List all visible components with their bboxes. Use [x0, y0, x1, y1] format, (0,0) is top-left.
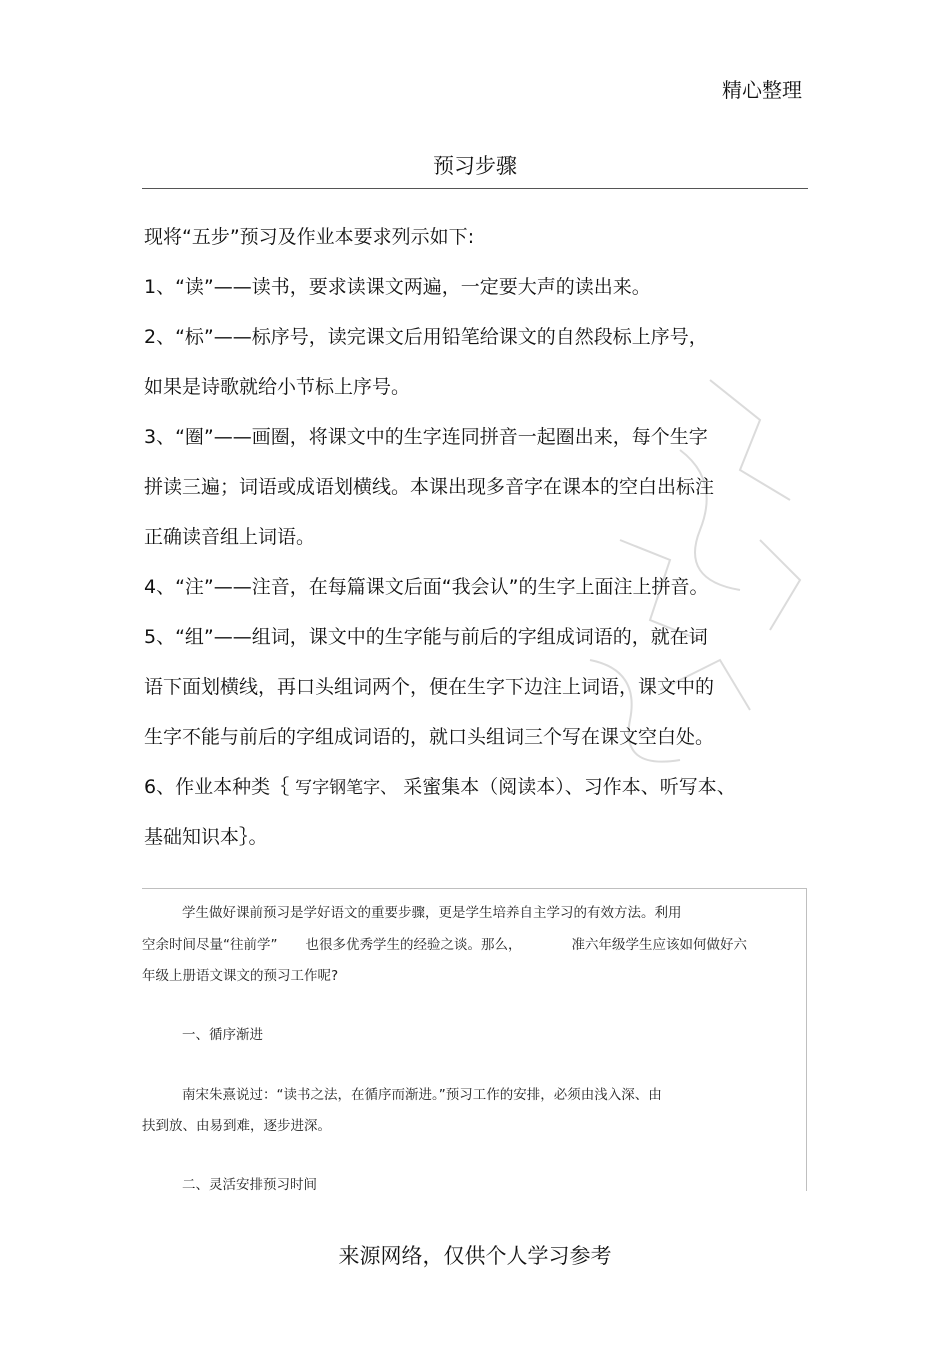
- excerpt-para1-part-a: 空余时间尽量“往前学”: [142, 937, 278, 953]
- article-excerpt: [142, 888, 807, 1191]
- title-divider: [142, 188, 808, 189]
- step-6-prefix: 6、作业本种类｛: [144, 776, 290, 798]
- intro-line: 现将“五步”预习及作业本要求列示如下:: [144, 226, 475, 248]
- step-3-line: 3、“圈”——画圈，将课文中的生字连同拼音一起圈出来，每个生字: [144, 426, 708, 448]
- excerpt-para1-line2: [142, 933, 747, 953]
- excerpt-para1-line1: 学生做好课前预习是学好语文的重要步骤，更是学生培养自主学习的有效方法。利用: [182, 905, 682, 921]
- excerpt-para1-line3: 年级上册语文课文的预习工作呢?: [142, 968, 339, 984]
- step-6-rest: 采蜜集本（阅读本）、习作本、听写本、: [403, 776, 736, 798]
- main-content: [144, 222, 814, 872]
- excerpt-para2-line2: 扶到放、由易到难，逐步进深。: [142, 1118, 331, 1134]
- step-5-line: 5、“组”——组词，课文中的生字能与前后的字组成词语的，就在词: [144, 626, 708, 648]
- page-title: 预习步骤: [433, 154, 517, 178]
- excerpt-para1-part-c: 准六年级学生应该如何做好六: [571, 937, 747, 953]
- step-6-line: [144, 772, 814, 822]
- step-6-items: 写字钢笔字、: [295, 778, 398, 798]
- excerpt-heading-2: 二、灵活安排预习时间: [182, 1177, 317, 1191]
- header-note: 精心整理: [722, 78, 802, 102]
- footer-note: 来源网络，仅供个人学习参考: [338, 1244, 612, 1268]
- step-1-line: 1、“读”——读书，要求读课文两遍，一定要大声的读出来。: [144, 276, 651, 298]
- excerpt-heading-1: 一、循序渐进: [182, 1027, 263, 1043]
- step-5-line-cont: 语下面划横线，再口头组词两个，便在生字下边注上词语，课文中的: [144, 676, 715, 698]
- step-2-line: 2、“标”——标序号，读完课文后用铅笔给课文的自然段标上序号，: [144, 326, 708, 348]
- step-3-line-cont-2: 正确读音组上词语。: [144, 526, 316, 548]
- step-2-line-cont: 如果是诗歌就给小节标上序号。: [144, 376, 411, 398]
- excerpt-para1-part-b: 也很多优秀学生的经验之谈。那么，: [305, 937, 522, 953]
- excerpt-para2-line1: 南宋朱熹说过：“读书之法，在循序而渐进。”预习工作的安排，必须由浅入深、由: [182, 1087, 662, 1103]
- step-4-line: 4、“注”——注音，在每篇课文后面“我会认”的生字上面注上拼音。: [144, 576, 709, 598]
- step-6-line-cont: 基础知识本｝。: [144, 826, 268, 848]
- step-5-line-cont-2: 生字不能与前后的字组成词语的，就口头组词三个写在课文空白处。: [144, 726, 715, 748]
- step-3-line-cont: 拼读三遍；词语或成语划横线。本课出现多音字在课本的空白出标注: [144, 476, 715, 498]
